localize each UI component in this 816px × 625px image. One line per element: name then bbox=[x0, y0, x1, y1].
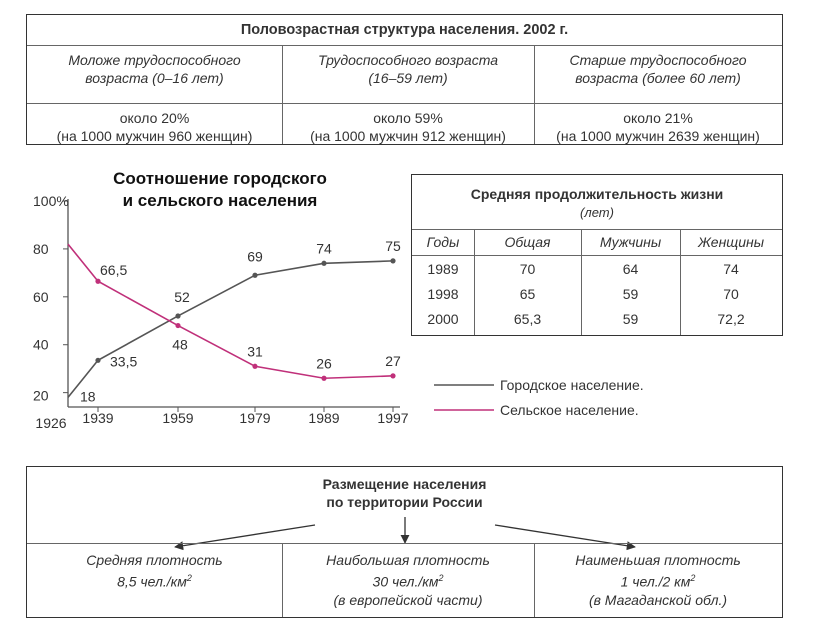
distribution-title: Размещение населения по территории России bbox=[322, 476, 487, 510]
urban-data-label: 18 bbox=[80, 388, 96, 405]
y-tick-label: 40 bbox=[33, 336, 49, 353]
life-expectancy-header: Годы bbox=[426, 234, 460, 250]
age-col-header: Моложе трудоспособного возраста (0–16 лет) bbox=[68, 52, 241, 86]
life-expectancy-cell: 2000 bbox=[427, 311, 459, 327]
life-expectancy-cell: 59 bbox=[622, 286, 639, 302]
distribution-col: Средняя плотность 8,5 $чел./км^2$ bbox=[86, 552, 223, 590]
legend-urban-label: Городское население. bbox=[500, 377, 644, 393]
rural-point bbox=[390, 373, 395, 378]
urban-data-label: 75 bbox=[385, 237, 401, 254]
rural-point bbox=[95, 279, 100, 284]
y-tick-label: 20 bbox=[33, 387, 49, 404]
rural-point bbox=[321, 376, 326, 381]
life-expectancy-cell: 1989 bbox=[427, 261, 459, 277]
urban-data-label: 52 bbox=[174, 288, 190, 305]
urban-data-label: 74 bbox=[316, 240, 332, 257]
age-col-value: около 20% (на 1000 мужчин 960 женщин) bbox=[56, 110, 253, 144]
rural-data-label: 26 bbox=[316, 355, 332, 372]
urban-data-label: 33,5 bbox=[110, 353, 138, 370]
age-col-header: Старше трудоспособного возраста (более 60 лет) bbox=[569, 52, 747, 86]
urban-point bbox=[95, 358, 100, 363]
life-expectancy-header: Мужчины bbox=[599, 234, 662, 250]
life-expectancy-header: Общая bbox=[504, 234, 551, 250]
rural-data-label: 48 bbox=[172, 336, 188, 353]
urban-point bbox=[175, 313, 180, 318]
life-expectancy-subtitle: (лет) bbox=[580, 205, 614, 220]
rural-data-label: 31 bbox=[247, 343, 263, 360]
x-tick-label: 1997 bbox=[377, 410, 409, 426]
x-tick-label: 1926 bbox=[35, 415, 67, 431]
life-expectancy-cell: 74 bbox=[723, 261, 739, 277]
x-tick-label: 1939 bbox=[82, 410, 114, 426]
life-expectancy-cell: 1998 bbox=[427, 286, 459, 302]
distribution-col: Наименьшая плотность 1 чел./2 $км^2$ (в Магаданской обл.) bbox=[575, 552, 741, 608]
life-expectancy-cell: 70 bbox=[519, 261, 536, 277]
urban-point bbox=[390, 258, 395, 263]
y-tick-label: 80 bbox=[33, 240, 49, 257]
y-tick-label: 60 bbox=[33, 288, 49, 305]
urban-point bbox=[252, 273, 257, 278]
distribution-table bbox=[26, 466, 783, 618]
life-expectancy-cell: 72,2 bbox=[717, 311, 745, 327]
x-tick-label: 1989 bbox=[308, 410, 340, 426]
life-expectancy-table bbox=[411, 174, 783, 336]
age-col-value: около 59% (на 1000 мужчин 912 женщин) bbox=[310, 110, 506, 144]
rural-point bbox=[175, 323, 180, 328]
urban-point bbox=[321, 261, 326, 266]
life-expectancy-cell: 64 bbox=[622, 261, 639, 277]
life-expectancy-cell: 65 bbox=[519, 286, 536, 302]
legend-rural-label: Сельское население. bbox=[500, 402, 639, 418]
rural-data-label: 27 bbox=[385, 352, 401, 369]
y-tick-label: 100% bbox=[33, 193, 69, 209]
age-col-value: около 21% (на 1000 мужчин 2639 женщин) bbox=[556, 110, 760, 144]
life-expectancy-header: Женщины bbox=[697, 234, 765, 250]
urban-data-label: 69 bbox=[247, 248, 263, 265]
age-col-header: Трудоспособного возраста (16–59 лет) bbox=[318, 52, 498, 86]
distribution-col: Наибольшая плотность 30 $чел./км^2$ (в европейской части) bbox=[326, 552, 490, 608]
chart-title: Соотношение городского и сельского населения bbox=[113, 169, 327, 210]
life-expectancy-cell: 59 bbox=[622, 311, 639, 327]
rural-point bbox=[252, 364, 257, 369]
rural-data-label: 66,5 bbox=[100, 262, 128, 279]
age-structure-title: Половозрастная структура населения. 2002 г. bbox=[240, 22, 569, 38]
life-expectancy-title: Средняя продолжительность жизни bbox=[470, 186, 724, 202]
life-expectancy-cell: 65,3 bbox=[513, 311, 542, 327]
x-tick-label: 1959 bbox=[162, 410, 194, 426]
x-tick-label: 1979 bbox=[239, 410, 271, 426]
life-expectancy-cell: 70 bbox=[723, 286, 739, 302]
